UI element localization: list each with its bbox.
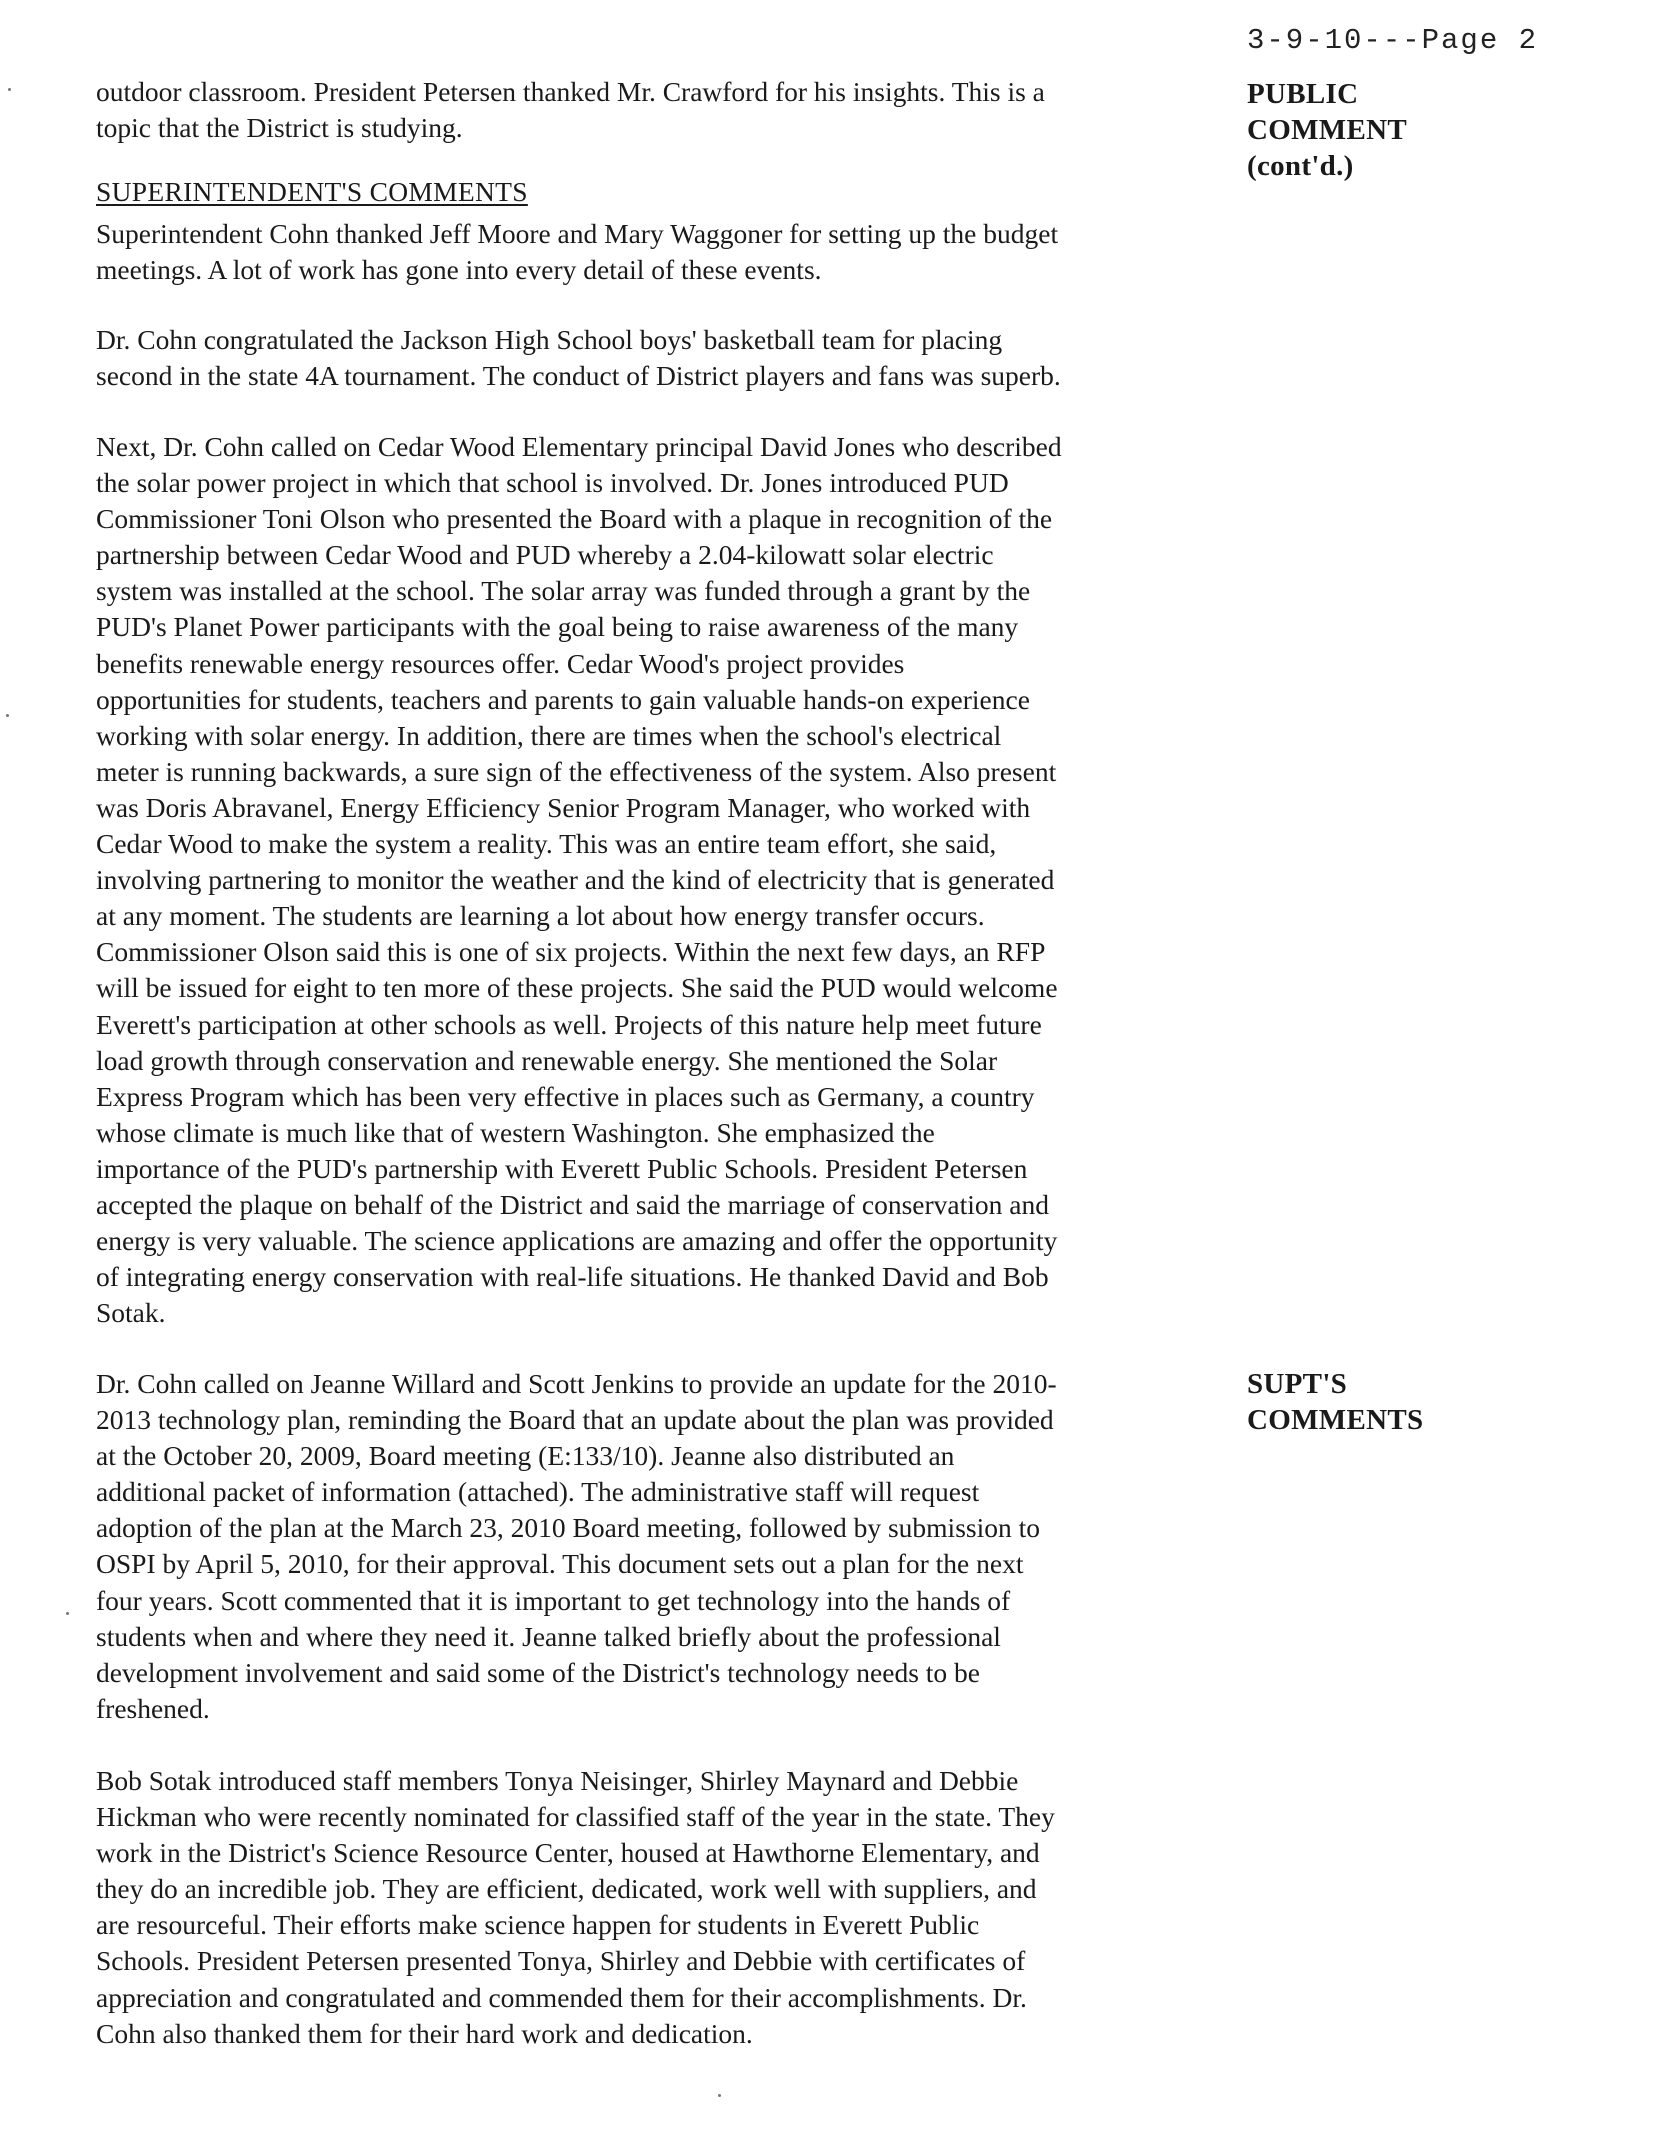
paragraph-block-1 [96, 216, 1181, 288]
page-number: 3-9-10---Page 2 [1247, 24, 1539, 57]
section-heading: SUPERINTENDENT'S COMMENTS [96, 176, 528, 207]
scan-speck [6, 714, 9, 717]
paragraph-solar-project: Next, Dr. Cohn called on Cedar Wood Elementary principal David Jones who described the solar power project in which that school is involved. Dr. Jones introduced PUD Commissioner Toni Olson who presented the Board with a plaque in recognition of the partnership between Cedar Wood and PUD whereby a 2.04-kilowatt solar electric system was installed at the school. The solar array was funded through a grant by the PUD's Planet Power participants with the goal being to raise awareness of the many benefits renewable energy resources offer. Cedar Wood's project provides opportunities for students, teachers and parents to gain valuable hands-on experience working with solar energy. In addition, there are times when the school's electrical meter is running backwards, a sure sign of the effectiveness of the system. Also present was Doris Abravanel, Energy Efficiency Senior Program Manager, who worked with Cedar Wood to make the system a reality. This was an entire team effort, she said, involving partnering to monitor the weather and the kind of electricity that is generated at any moment. The students are learning a lot about how energy transfer occurs. Commissioner Olson said this is one of six projects. Within the next few days, an RFP will be issued for eight to ten more of these projects. She said the PUD would welcome Everett's participation at other schools as well. Projects of this nature help meet future load growth through conservation and renewable energy. She mentioned the Solar Express Program which has been very effective in places such as Germany, a country whose climate is much like that of western Washington. She emphasized the importance of the PUD's partnership with Everett Public Schools. President Petersen accepted the plaque on behalf of the District and said the marriage of conservation and energy is very valuable. The science applications are amazing and offer the opportunity of integrating energy conservation with real-life situations. He thanked David and Bob Sotak. [96, 431, 1062, 1329]
paragraph-block-5 [96, 1763, 1181, 2052]
paragraph-technology-plan: Dr. Cohn called on Jeanne Willard and Scott Jenkins to provide an update for the 2010- 2013 technology plan, reminding the Board that an update about the plan was provided at the October 20, 2009, Board meeting (E:133/10). Jeanne also distributed an additional packet of information (attached). The administrative staff will request adoption of the plan at the March 23, 2010 Board meeting, followed by submission to OSPI by April 5, 2010, for their approval. This document sets out a plan for the next four years. Scott commented that it is important to get technology into the hands of students when and where they need it. Jeanne talked briefly about the professional development involvement and said some of the District's technology needs to be freshened. [96, 1368, 1057, 1724]
paragraph-block-2 [96, 322, 1181, 394]
scan-speck [8, 88, 11, 91]
intro-paragraph: outdoor classroom. President Petersen thanked Mr. Crawford for his insights. This is a topic that the District is studying. [96, 76, 1045, 144]
paragraph-block-4 [96, 1366, 1181, 1727]
scan-speck [718, 2094, 721, 2097]
paragraph-classified-staff: Bob Sotak introduced staff members Tonya Neisinger, Shirley Maynard and Debbie Hickman who were recently nominated for classified staff of the year in the state. They work in the District's Science Resource Center, housed at Hawthorne Elementary, and they do an incredible job. They are efficient, dedicated, work well with suppliers, and are resourceful. Their efforts make science happen for students in Everett Public Schools. President Petersen presented Tonya, Shirley and Debbie with certificates of appreciation and congratulated and commended them for their accomplishments. Dr. Cohn also thanked them for their hard work and dedication. [96, 1765, 1055, 2049]
side-label-supts-comments: SUPT'S COMMENTS [1247, 1368, 1424, 1436]
side-label-public-comment: PUBLIC COMMENT (cont'd.) [1247, 78, 1407, 182]
paragraph-budget-meetings: Superintendent Cohn thanked Jeff Moore and Mary Waggoner for setting up the budget meetings. A lot of work has gone into every detail of these events. [96, 218, 1059, 286]
paragraph-block-3 [96, 429, 1181, 1331]
scan-speck [66, 1612, 69, 1615]
intro-paragraph-block [96, 74, 1181, 146]
paragraph-basketball: Dr. Cohn congratulated the Jackson High School boys' basketball team for placing second in the state 4A tournament. The conduct of District players and fans was superb. [96, 324, 1061, 392]
